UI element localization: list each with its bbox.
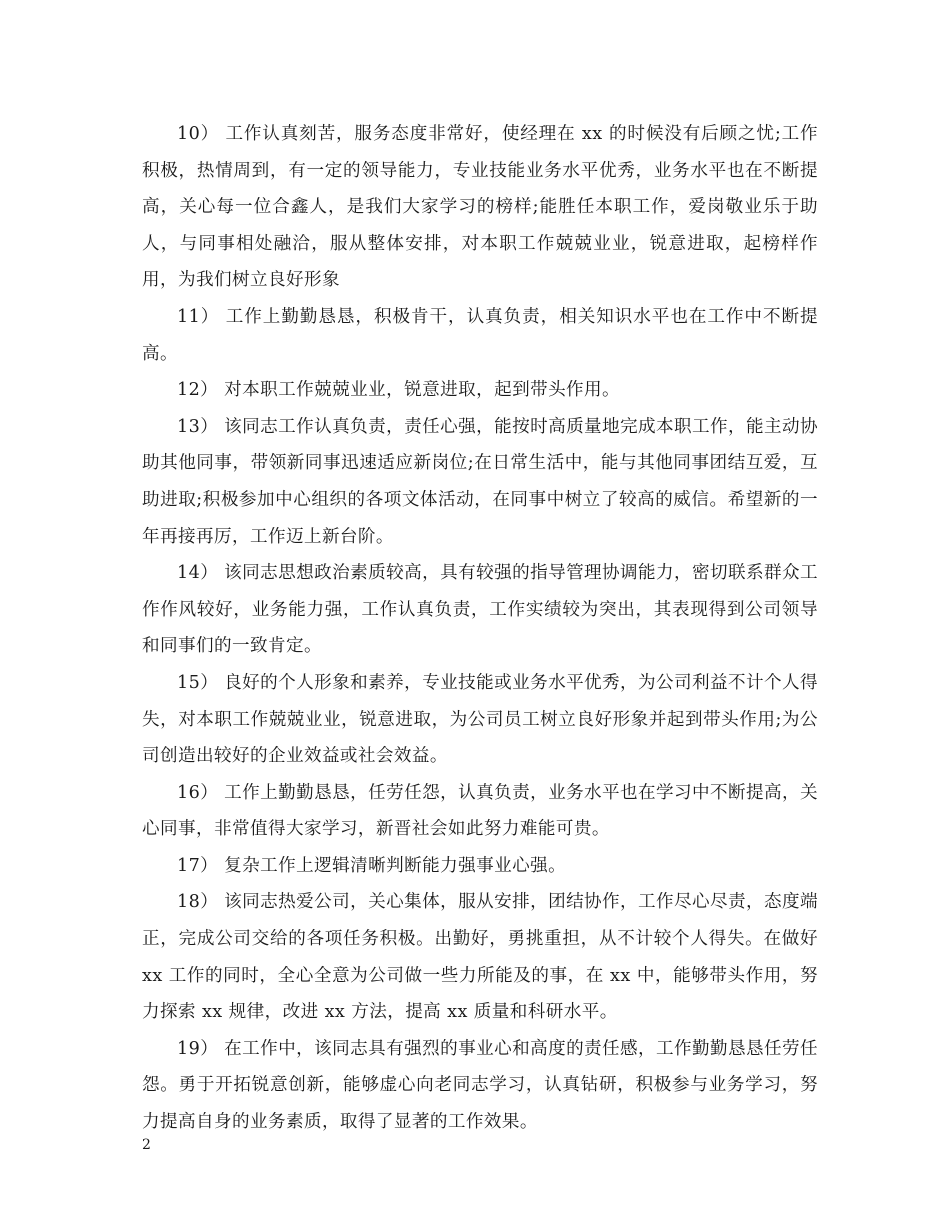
paragraph-19: 19） 在工作中，该同志具有强烈的事业心和高度的责任感，工作勤勤恳恳任劳任怨。勇于开拓锐意创新，能够虚心向老同志学习，认真钻研，积极参与业务学习，努力提高自身的业务素质，取得了显著的工作效果。	[142, 1038, 818, 1133]
paragraph-15: 15） 良好的个人形象和素养，专业技能或业务水平优秀，为公司利益不计个人得失，对本职工作兢兢业业，锐意进取，为公司员工树立良好形象并起到带头作用;为公司创造出较好的企业效益或社会效益。	[142, 672, 818, 767]
paragraph-13: 13） 该同志工作认真负责，责任心强，能按时高质量地完成本职工作，能主动协助其他同事，带领新同事迅速适应新岗位;在日常生活中，能与其他同事团结互爱，互助进取;积极参加中心组织的各项文体活动，在同事中树立了较高的威信。希望新的一年再接再厉，工作迈上新台阶。	[142, 416, 818, 547]
document-body	[142, 116, 818, 1141]
page-number: 2	[142, 1137, 151, 1153]
paragraph-11: 11） 工作上勤勤恳恳，积极肯干，认真负责，相关知识水平也在工作中不断提高。	[142, 306, 818, 364]
paragraph-18: 18） 该同志热爱公司，关心集体，服从安排，团结协作，工作尽心尽责，态度端正，完成公司交给的各项任务积极。出勤好，勇挑重担，从不计较个人得失。在做好 xx 工作的同时，全心全意为公司做一些力所能及的事，在 xx 中，能够带头作用，努力探索 xx 规律，改进 xx 方法，提高 xx 质量和科研水平。	[142, 892, 818, 1023]
paragraph-10: 10） 工作认真刻苦，服务态度非常好，使经理在 xx 的时候没有后顾之忧;工作积极，热情周到，有一定的领导能力，专业技能业务水平优秀，业务水平也在不断提高，关心每一位合鑫人，是我们大家学习的榜样;能胜任本职工作，爱岗敬业乐于助人，与同事相处融洽，服从整体安排，对本职工作兢兢业业，锐意进取，起榜样作用，为我们树立良好形象	[142, 124, 818, 291]
paragraph-12: 12） 对本职工作兢兢业业，锐意进取，起到带头作用。	[177, 380, 621, 401]
paragraph-17: 17） 复杂工作上逻辑清晰判断能力强事业心强。	[177, 855, 567, 876]
paragraph-16: 16） 工作上勤勤恳恳，任劳任怨，认真负责，业务水平也在学习中不断提高，关心同事，非常值得大家学习，新晋社会如此努力难能可贵。	[142, 782, 818, 840]
paragraph-14: 14） 该同志思想政治素质较高，具有较强的指导管理协调能力，密切联系群众工作作风较好，业务能力强，工作认真负责，工作实绩较为突出，其表现得到公司领导和同事们的一致肯定。	[142, 563, 818, 657]
